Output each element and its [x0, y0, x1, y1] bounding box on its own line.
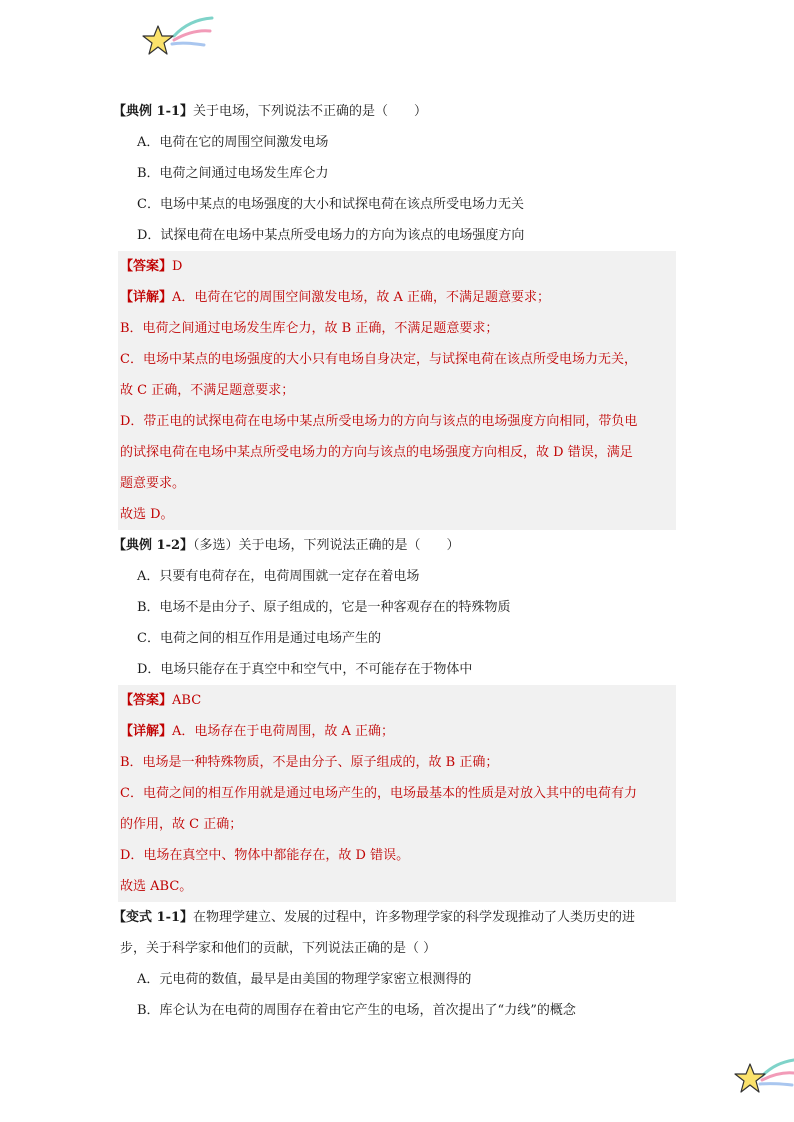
variant-1-1-stem: [113, 902, 676, 933]
detail-line: [120, 716, 676, 747]
option: B．电场不是由分子、原子组成的，它是一种客观存在的特殊物质: [137, 600, 511, 615]
document-body: [113, 96, 676, 1026]
detail-line: [120, 282, 676, 313]
option: C．电荷之间的相互作用是通过电场产生的: [137, 631, 381, 646]
shooting-star-icon: [140, 14, 220, 62]
detail-line: 故选 D。: [120, 507, 174, 522]
answer-block-1-2: [118, 685, 676, 902]
detail-line: D．电场在真空中、物体中都能存在，故 D 错误。: [120, 848, 410, 863]
question-text: 关于电场，下列说法不正确的是（ ）: [193, 104, 428, 119]
detail-line: 的作用，故 C 正确；: [120, 817, 243, 832]
shooting-star-icon-bottom: [732, 1054, 794, 1098]
question-tag: 【典例 1-1】: [113, 104, 194, 119]
question-1-2-stem: [113, 530, 676, 561]
answer-value: ABC: [172, 693, 202, 708]
answer-value: D: [172, 259, 183, 274]
detail-tag: 【详解】: [120, 290, 173, 305]
option: D．试探电荷在电场中某点所受电场力的方向为该点的电场强度方向: [137, 228, 525, 243]
detail-line: C．电场中某点的电场强度的大小只有电场自身决定，与试探电荷在该点所受电场力无关，: [120, 352, 637, 367]
question-tag: 【变式 1-1】: [113, 910, 194, 925]
option: B．库仑认为在电荷的周围存在着由它产生的电场，首次提出了“力线”的概念: [137, 1003, 576, 1018]
detail-line: D．带正电的试探电荷在电场中某点所受电场力的方向与该点的电场强度方向相同，带负电: [120, 414, 638, 429]
question-text-continued: 步，关于科学家和他们的贡献，下列说法正确的是（ ）: [120, 941, 437, 956]
answer-tag: 【答案】: [120, 693, 173, 708]
detail-line: 的试探电荷在电场中某点所受电场力的方向与该点的电场强度方向相反，故 D 错误，满足: [120, 445, 633, 460]
question-text: 在物理学建立、发展的过程中，许多物理学家的科学发现推动了人类历史的进: [193, 910, 636, 925]
answer-line: [120, 251, 676, 282]
detail-line: C．电荷之间的相互作用就是通过电场产生的，电场最基本的性质是对放入其中的电荷有力: [120, 786, 637, 801]
option: A．电荷在它的周围空间激发电场: [137, 135, 329, 150]
option: A．元电荷的数值，最早是由美国的物理学家密立根测得的: [137, 972, 472, 987]
option: A．只要有电荷存在，电荷周围就一定存在着电场: [137, 569, 420, 584]
answer-block-1-1: [118, 251, 676, 530]
detail-line: 故 C 正确，不满足题意要求；: [120, 383, 295, 398]
option: B．电荷之间通过电场发生库仑力: [137, 166, 329, 181]
detail-line: B．电荷之间通过电场发生库仑力，故 B 正确，不满足题意要求；: [120, 321, 499, 336]
detail-tag: 【详解】: [120, 724, 173, 739]
detail-line: 题意要求。: [120, 476, 186, 491]
answer-tag: 【答案】: [120, 259, 173, 274]
question-1-1-stem: [113, 96, 676, 127]
option: D．电场只能存在于真空中和空气中，不可能存在于物体中: [137, 662, 473, 677]
detail-text: A．电场存在于电荷周围，故 A 正确；: [172, 724, 395, 739]
detail-text: A．电荷在它的周围空间激发电场，故 A 正确，不满足题意要求；: [172, 290, 551, 305]
answer-line: [120, 685, 676, 716]
detail-line: B．电场是一种特殊物质，不是由分子、原子组成的，故 B 正确；: [120, 755, 499, 770]
option: C．电场中某点的电场强度的大小和试探电荷在该点所受电场力无关: [137, 197, 524, 212]
detail-line: 故选 ABC。: [120, 879, 193, 894]
question-text: （多选）关于电场，下列说法正确的是（ ）: [193, 538, 460, 553]
question-tag: 【典例 1-2】: [113, 538, 194, 553]
